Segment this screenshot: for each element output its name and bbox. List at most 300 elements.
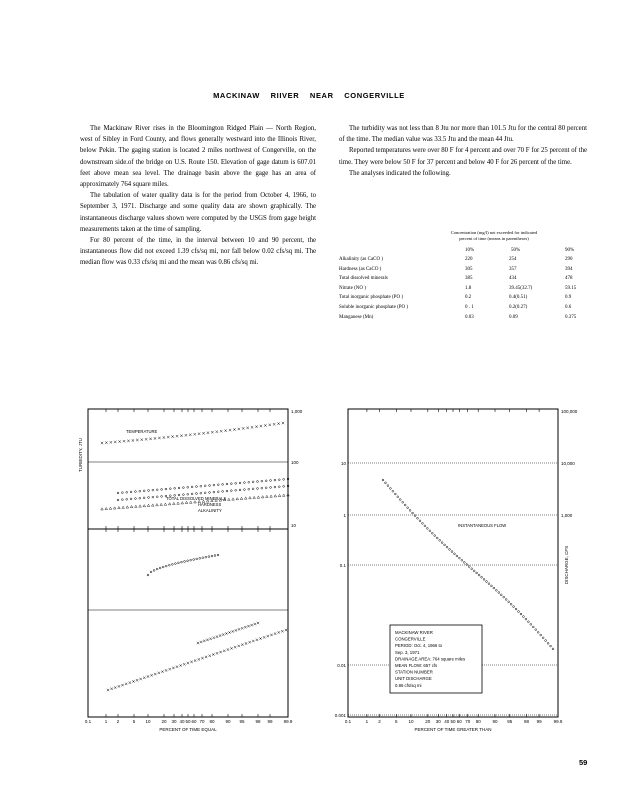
table-header: Concentration (mg/l) not exceeded for indicated percent of time (means in parentheses) bbox=[450, 230, 538, 241]
manganese-point bbox=[213, 637, 215, 639]
dissolved-point bbox=[161, 489, 163, 491]
alkalinity-point bbox=[147, 504, 150, 506]
x-tick-label: 30 bbox=[171, 719, 177, 724]
dissolved-point bbox=[222, 483, 224, 485]
dissolved-point bbox=[191, 486, 193, 488]
flow-curve-label: INSTANTANEOUS FLOW bbox=[458, 523, 507, 528]
hardness-point bbox=[161, 496, 163, 498]
flow-point bbox=[429, 530, 431, 532]
alkalinity-point bbox=[261, 496, 264, 498]
manganese-point bbox=[228, 631, 230, 633]
phosphate-point bbox=[110, 688, 112, 690]
flow-point bbox=[488, 583, 490, 585]
flow-point bbox=[473, 570, 475, 572]
phosphate-point bbox=[281, 630, 283, 632]
x-tick-label: 99 bbox=[536, 719, 542, 724]
tick-label-right: 1,000 bbox=[291, 409, 303, 414]
flow-point bbox=[527, 621, 529, 623]
alkalinity-point bbox=[164, 503, 167, 505]
flow-point bbox=[417, 517, 419, 519]
phosphate-point bbox=[234, 646, 236, 648]
x-tick-label: 50 bbox=[185, 719, 191, 724]
temperature-point bbox=[176, 435, 178, 437]
dissolved-point bbox=[148, 490, 150, 492]
page-number: 59 bbox=[579, 758, 588, 767]
manganese-point bbox=[222, 633, 224, 635]
phosphate-point bbox=[169, 668, 171, 670]
hardness-point bbox=[156, 496, 158, 498]
flow-point bbox=[387, 485, 389, 487]
flow-point bbox=[478, 574, 480, 576]
flow-point bbox=[486, 581, 488, 583]
hardness-point bbox=[239, 489, 241, 491]
tick-label-right: 10 bbox=[291, 523, 297, 528]
table-cell-v90: 0.9 bbox=[565, 295, 572, 301]
flow-point bbox=[550, 645, 552, 647]
flow-point bbox=[500, 594, 502, 596]
temperature-point bbox=[180, 434, 182, 436]
hardness-point bbox=[278, 486, 280, 488]
temperature-point bbox=[277, 422, 279, 424]
alkalinity-point bbox=[236, 498, 239, 500]
hardness-point bbox=[244, 489, 246, 491]
temperature-point bbox=[207, 432, 209, 434]
hardness-point bbox=[230, 490, 232, 492]
table-cell-v90: 290 bbox=[565, 257, 573, 262]
hardness-point bbox=[152, 496, 154, 498]
table-percent-row bbox=[339, 248, 587, 257]
nitrate-point bbox=[174, 563, 176, 565]
temperature-point bbox=[233, 428, 235, 430]
x-tick-label: 95 bbox=[239, 719, 245, 724]
hardness-point bbox=[196, 493, 198, 495]
dissolved-point bbox=[209, 485, 211, 487]
phosphate-point bbox=[143, 677, 145, 679]
flow-point bbox=[458, 557, 460, 559]
phosphate-point bbox=[107, 689, 109, 691]
dissolved-point bbox=[230, 483, 232, 485]
alkalinity-point bbox=[122, 506, 125, 508]
phosphate-point bbox=[154, 673, 156, 675]
manganese-point bbox=[216, 635, 218, 637]
alkalinity-label: ALKALINITY bbox=[198, 508, 222, 513]
temperature-point bbox=[105, 441, 107, 443]
dissolved-point bbox=[217, 484, 219, 486]
temperature-label: TEMPERATURE bbox=[126, 429, 158, 434]
x-axis-label: PERCENT OF TIME EQUAL bbox=[159, 727, 217, 732]
table-cell-v10: 385 bbox=[465, 276, 473, 282]
table-cell-v50: 434 bbox=[509, 276, 517, 282]
alkalinity-point bbox=[266, 495, 269, 497]
hardness-point bbox=[126, 498, 128, 500]
alkalinity-point bbox=[274, 495, 277, 497]
temperature-point bbox=[246, 427, 248, 429]
alkalinity-point bbox=[249, 497, 252, 499]
dissolved-point bbox=[248, 481, 250, 483]
flow-point bbox=[409, 509, 411, 511]
hardness-point bbox=[130, 498, 132, 500]
dissolved-point bbox=[252, 481, 254, 483]
flow-point bbox=[436, 537, 438, 539]
phosphate-point bbox=[132, 680, 134, 682]
flow-point bbox=[493, 587, 495, 589]
x-axis-label: PERCENT OF TIME GREATER THAN bbox=[414, 727, 492, 732]
temperature-point bbox=[167, 436, 169, 438]
table-row-name: Soluble inorganic phosphate (PO ) bbox=[339, 304, 409, 310]
temperature-point bbox=[211, 431, 213, 433]
alkalinity-point bbox=[177, 502, 180, 504]
manganese-point bbox=[232, 630, 234, 632]
nitrate-point bbox=[178, 562, 180, 564]
x-tick-label: 50 bbox=[450, 719, 456, 724]
table-row-name: Nitrate (NO ) bbox=[339, 285, 366, 291]
phosphate-point bbox=[129, 681, 131, 683]
manganese-point bbox=[200, 641, 202, 643]
y-axis-label: DISCHARGE, CFS bbox=[564, 545, 569, 585]
temperature-point bbox=[282, 422, 284, 424]
manganese-point bbox=[254, 623, 256, 625]
flow-point bbox=[498, 592, 500, 594]
tick-label-left: 0.01 bbox=[337, 663, 346, 668]
alkalinity-point bbox=[101, 508, 104, 510]
tick-label-right: 100 bbox=[291, 460, 299, 465]
hardness-label: HARDNESS bbox=[198, 502, 222, 507]
dissolved-point bbox=[196, 486, 198, 488]
flow-point bbox=[518, 611, 520, 613]
x-tick-label: 20 bbox=[161, 719, 167, 724]
alkalinity-point bbox=[113, 507, 116, 509]
flow-point bbox=[461, 559, 463, 561]
flow-point bbox=[414, 515, 416, 517]
flow-point bbox=[547, 642, 549, 644]
phosphate-point bbox=[158, 672, 160, 674]
hardness-point bbox=[226, 490, 228, 492]
dissolved-point bbox=[261, 480, 263, 482]
manganese-point bbox=[206, 639, 208, 641]
temperature-point bbox=[260, 425, 262, 427]
alkalinity-point bbox=[270, 495, 273, 497]
hardness-point bbox=[148, 497, 150, 499]
nitrate-point bbox=[199, 557, 201, 559]
nitrate-point bbox=[184, 561, 186, 563]
phosphate-point bbox=[274, 632, 276, 634]
hardness-point bbox=[209, 492, 211, 494]
table-cell-v10: 0.03 bbox=[465, 314, 474, 320]
phosphate-point bbox=[190, 661, 192, 663]
flow-point bbox=[419, 520, 421, 522]
x-tick-label: 95 bbox=[507, 719, 513, 724]
phosphate-point bbox=[209, 655, 211, 657]
nitrate-point bbox=[150, 571, 152, 573]
flow-point bbox=[402, 501, 404, 503]
dissolved-point bbox=[130, 491, 132, 493]
temperature-point bbox=[158, 437, 160, 439]
phosphate-point bbox=[241, 643, 243, 645]
alkalinity-point bbox=[109, 507, 112, 509]
table-cell-v50: 0.09 bbox=[509, 314, 518, 320]
alkalinity-point bbox=[278, 494, 281, 496]
legend-line: CONGERVILLE bbox=[395, 636, 426, 642]
paragraph-tabulation: The tabulation of water quality data is for the period from October 4, 1966, to September 3, 1971. Discharge and some quality data are shown graphically. The instantaneous discharge values shown were computed by the USGS from gage height measurements taken at the time of sampling. bbox=[80, 192, 316, 233]
manganese-point bbox=[225, 632, 227, 634]
legend-line: PERIOD: Oct. 4, 1966 to bbox=[395, 643, 443, 649]
dissolved-point bbox=[165, 488, 167, 490]
alkalinity-point bbox=[257, 496, 260, 498]
plot-frame bbox=[88, 409, 288, 529]
phosphate-point bbox=[147, 675, 149, 677]
alkalinity-point bbox=[156, 504, 159, 506]
flow-point bbox=[515, 608, 517, 610]
dissolved-point bbox=[239, 482, 241, 484]
alkalinity-point bbox=[244, 497, 247, 499]
nitrate-point bbox=[159, 567, 161, 569]
flow-point bbox=[540, 634, 542, 636]
table-cell-v50: 39.45(32.7) bbox=[509, 285, 533, 291]
table-row-name: Total inorganic phosphate (PO ) bbox=[339, 295, 403, 301]
table-row-name: Manganese (Mn) bbox=[339, 314, 374, 320]
x-tick-label: 2 bbox=[116, 719, 120, 724]
x-tick-label: 99.9 bbox=[553, 719, 563, 724]
dissolved-point bbox=[117, 492, 119, 494]
alkalinity-point bbox=[194, 501, 197, 503]
x-tick-label: 90 bbox=[225, 719, 231, 724]
phosphate-point bbox=[150, 674, 152, 676]
manganese-point bbox=[235, 629, 237, 631]
temperature-point bbox=[163, 436, 165, 438]
manganese-point bbox=[197, 642, 199, 644]
temperature-point bbox=[273, 423, 275, 425]
dissolved-point bbox=[139, 490, 141, 492]
alkalinity-point bbox=[189, 501, 192, 503]
flow-point bbox=[463, 561, 465, 563]
dissolved-point bbox=[244, 482, 246, 484]
temperature-point bbox=[238, 428, 240, 430]
hardness-point bbox=[257, 488, 259, 490]
flow-point bbox=[552, 648, 554, 650]
phosphate-point bbox=[179, 664, 181, 666]
x-tick-label: 60 bbox=[456, 719, 462, 724]
x-tick-label: 5 bbox=[395, 719, 398, 724]
phosphate-point bbox=[278, 631, 280, 633]
table-cell-v50: 254 bbox=[509, 257, 517, 262]
temperature-point bbox=[154, 437, 156, 439]
flow-point bbox=[444, 544, 446, 546]
flow-point bbox=[382, 479, 384, 481]
alkalinity-point bbox=[143, 505, 146, 507]
temperature-point bbox=[224, 429, 226, 431]
manganese-point bbox=[257, 622, 259, 624]
phosphate-point bbox=[136, 679, 138, 681]
alkalinity-point bbox=[168, 503, 171, 505]
nitrate-point bbox=[214, 555, 216, 557]
phosphate-point bbox=[201, 657, 203, 659]
flow-point bbox=[446, 546, 448, 548]
flow-point bbox=[545, 640, 547, 642]
flow-point bbox=[389, 488, 391, 490]
table-row bbox=[339, 286, 587, 296]
x-tick-label: 10 bbox=[408, 719, 414, 724]
dissolved-point bbox=[169, 488, 171, 490]
table-cell-v50: 357 bbox=[509, 266, 517, 272]
manganese-point bbox=[241, 627, 243, 629]
flow-point bbox=[525, 618, 527, 620]
alkalinity-point bbox=[173, 502, 176, 504]
temperature-point bbox=[123, 440, 125, 442]
nitrate-point bbox=[171, 563, 173, 565]
alkalinity-point bbox=[181, 502, 184, 504]
phosphate-point bbox=[267, 635, 269, 637]
percent-10-label: 10% bbox=[465, 248, 475, 253]
temperature-point bbox=[189, 434, 191, 436]
table-row-name: Total dissolved minerals bbox=[339, 276, 388, 282]
flow-point bbox=[449, 548, 451, 550]
hardness-point bbox=[139, 497, 141, 499]
hardness-point bbox=[248, 488, 250, 490]
alkalinity-point bbox=[160, 503, 163, 505]
dissolved-point bbox=[187, 486, 189, 488]
tick-label-left: 1 bbox=[343, 513, 346, 518]
dissolved-point bbox=[126, 491, 128, 493]
phosphate-point bbox=[187, 662, 189, 664]
flow-point bbox=[456, 555, 458, 557]
legend-line: Sep. 3, 1971 bbox=[395, 649, 420, 655]
phosphate-point bbox=[245, 642, 247, 644]
phosphate-point bbox=[248, 641, 250, 643]
phosphate-point bbox=[118, 685, 120, 687]
hardness-point bbox=[222, 490, 224, 492]
table-row-name: Alkalinity (as CaCO ) bbox=[339, 257, 384, 262]
paragraph-flow: For 80 percent of the time, in the interval between 10 and 90 percent, the instantaneous flow did not exceed 1.39 cfs/sq mi, nor fall below 0.02 cfs/sq mi. The median flow was 0.33 cfs/sq mi and the mean was 0.86 cfs/sq mi. bbox=[80, 237, 316, 267]
paragraph-temperature: Reported temperatures were over 80 F for 4 percent and over 70 F for 25 percent of the time. They were below 50 F for 37 percent and below 40 F for 26 percent of the time. bbox=[339, 147, 587, 166]
tick-label-left: 0.1 bbox=[339, 563, 346, 568]
right-text-column bbox=[339, 123, 587, 179]
table-cell-v50: 0.4(0.51) bbox=[509, 295, 528, 301]
table-cell-v50: 0.2(0.27) bbox=[509, 304, 528, 310]
nitrate-point bbox=[165, 565, 167, 567]
flow-point bbox=[532, 626, 534, 628]
dissolved-point bbox=[235, 482, 237, 484]
table-row bbox=[339, 267, 587, 277]
hardness-point bbox=[191, 493, 193, 495]
dissolved-point bbox=[143, 490, 145, 492]
x-tick-label: 70 bbox=[199, 719, 205, 724]
nitrate-point bbox=[156, 568, 158, 570]
phosphate-point bbox=[183, 663, 185, 665]
temperature-point bbox=[171, 435, 173, 437]
temperature-point bbox=[198, 433, 200, 435]
hardness-point bbox=[204, 492, 206, 494]
nitrate-point bbox=[190, 559, 192, 561]
hardness-point bbox=[261, 487, 263, 489]
nitrate-point bbox=[181, 561, 183, 563]
flow-point bbox=[394, 493, 396, 495]
legend-line: STATION NUMBER bbox=[395, 669, 433, 675]
duration-chart-quality bbox=[80, 405, 310, 735]
dissolved-point bbox=[121, 492, 123, 494]
alkalinity-point bbox=[240, 497, 243, 499]
table-cell-v10: 305 bbox=[465, 266, 473, 272]
temperature-point bbox=[216, 431, 218, 433]
flow-point bbox=[439, 539, 441, 541]
flow-point bbox=[441, 542, 443, 544]
flow-point bbox=[426, 527, 428, 529]
flow-point bbox=[503, 596, 505, 598]
x-tick-label: 98 bbox=[523, 719, 530, 724]
phosphate-point bbox=[198, 658, 200, 660]
hardness-point bbox=[121, 499, 123, 501]
tick-label-left: 10 bbox=[340, 461, 346, 466]
flow-point bbox=[422, 522, 424, 524]
legend-line: MACKINAW RIVER bbox=[395, 630, 433, 635]
manganese-point bbox=[250, 624, 252, 626]
phosphate-point bbox=[263, 636, 265, 638]
flow-point bbox=[505, 599, 507, 601]
temperature-point bbox=[127, 440, 129, 442]
dissolved-point bbox=[274, 479, 276, 481]
phosphate-point bbox=[252, 640, 254, 642]
dissolved-point bbox=[270, 480, 272, 482]
alkalinity-point bbox=[282, 494, 285, 496]
hardness-point bbox=[265, 487, 267, 489]
temperature-point bbox=[141, 438, 143, 440]
dissolved-point bbox=[174, 487, 176, 489]
table-row bbox=[339, 257, 587, 267]
flow-point bbox=[404, 504, 406, 506]
manganese-point bbox=[247, 625, 249, 627]
tick-label-right: 100,000 bbox=[561, 409, 578, 414]
legend-line: UNIT DISCHARGE bbox=[395, 676, 432, 682]
phosphate-point bbox=[259, 637, 261, 639]
flow-point bbox=[513, 606, 515, 608]
tick-label-right: 1,000 bbox=[561, 513, 573, 518]
dissolved-label: TOTAL DISSOLVED MINERALS bbox=[166, 496, 227, 501]
flow-point bbox=[397, 496, 399, 498]
table-cell-v90: 0.6 bbox=[565, 304, 572, 310]
page-title: MACKINAW RIIVER NEAR CONGERVILLE bbox=[213, 91, 405, 100]
temperature-point bbox=[114, 441, 116, 443]
temperature-point bbox=[251, 426, 253, 428]
tick-label-left: 0.001 bbox=[334, 713, 346, 718]
phosphate-point bbox=[212, 653, 214, 655]
manganese-point bbox=[244, 626, 246, 628]
paragraph-turbidity: The turbidity was not less than 8 Jtu nor more than 101.5 Jtu for the central 80 percent of the time. The median value was 33.5 Jtu and the mean 44 Jtu. bbox=[339, 125, 587, 144]
flow-point bbox=[468, 566, 470, 568]
x-tick-label: 99.9 bbox=[283, 719, 293, 724]
flow-point bbox=[537, 631, 539, 633]
table-cell-v10: 220 bbox=[465, 257, 473, 262]
y-axis-label: TURBIDITY, JTU bbox=[78, 438, 83, 472]
dissolved-point bbox=[178, 487, 180, 489]
phosphate-point bbox=[238, 645, 240, 647]
table-row-name: Hardness (as CaCO ) bbox=[339, 266, 382, 272]
hardness-point bbox=[235, 489, 237, 491]
dissolved-point bbox=[283, 478, 285, 480]
nitrate-point bbox=[196, 558, 198, 560]
dissolved-point bbox=[213, 484, 215, 486]
nitrate-point bbox=[168, 564, 170, 566]
alkalinity-point bbox=[139, 505, 142, 507]
table-cell-v90: 478 bbox=[565, 276, 573, 282]
dissolved-point bbox=[257, 481, 259, 483]
flow-point bbox=[520, 613, 522, 615]
x-tick-label: 80 bbox=[209, 719, 215, 724]
hardness-point bbox=[135, 498, 137, 500]
hardness-point bbox=[117, 499, 119, 501]
nitrate-point bbox=[217, 554, 219, 556]
phosphate-point bbox=[205, 656, 207, 658]
phosphate-point bbox=[121, 684, 123, 686]
duration-chart-discharge bbox=[334, 405, 583, 735]
